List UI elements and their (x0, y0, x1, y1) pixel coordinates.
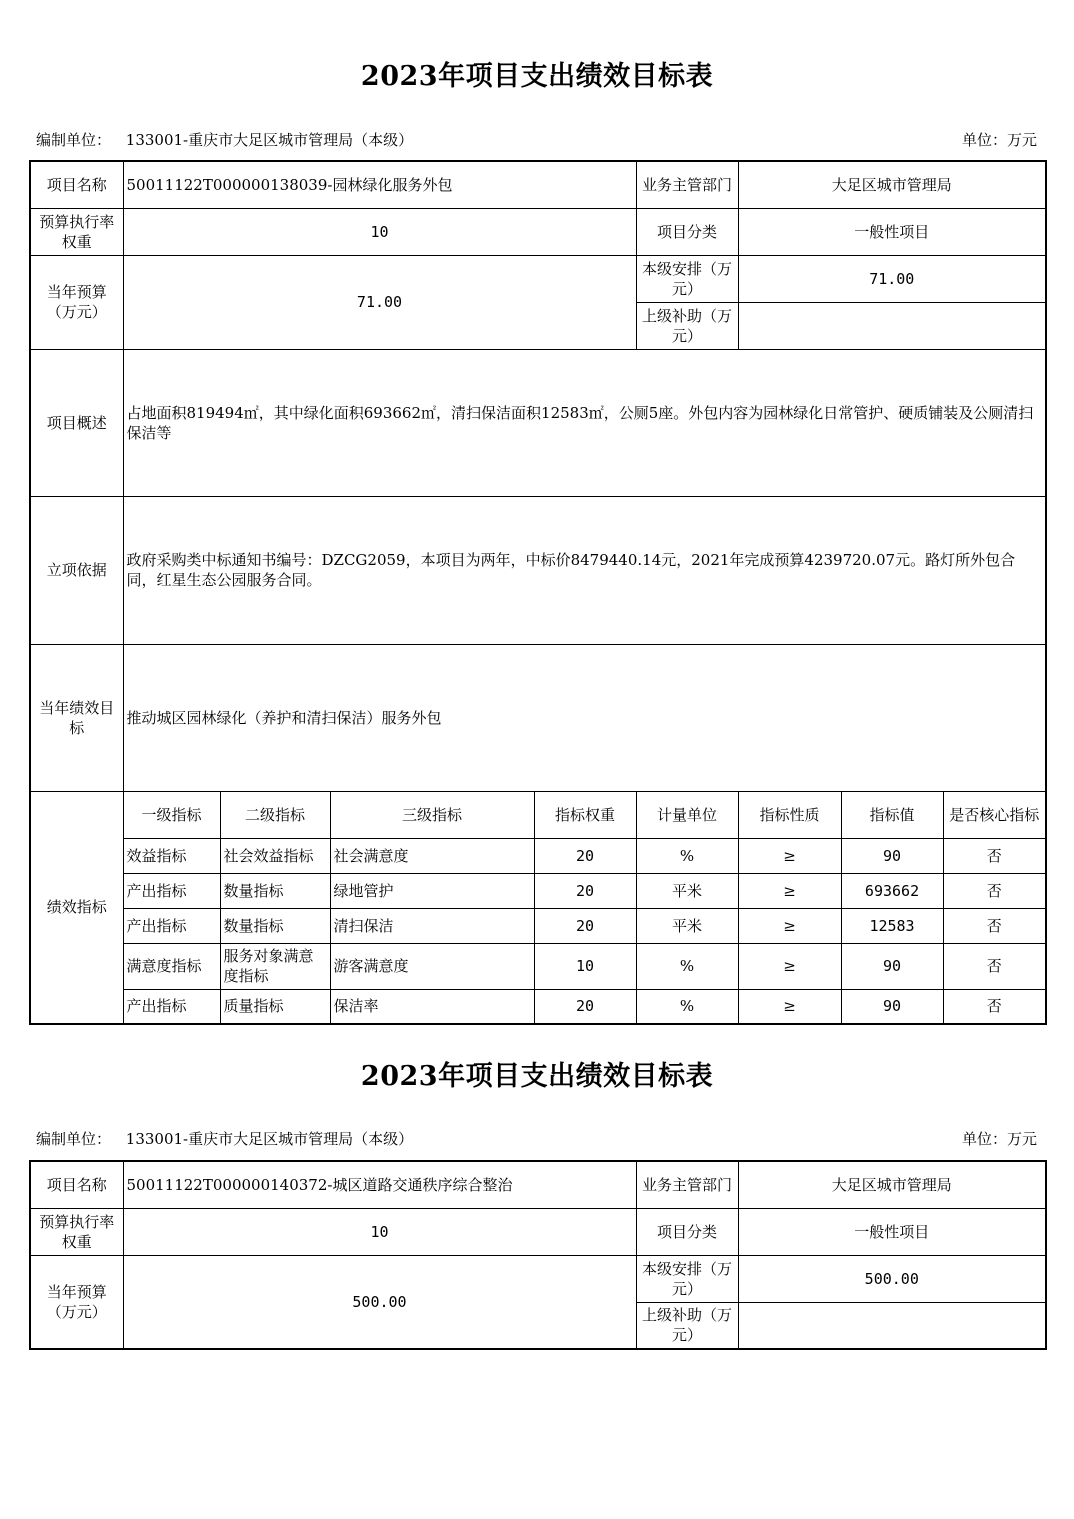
budget-value: 71.00 (123, 255, 636, 349)
basis-label: 立项依据 (30, 496, 123, 644)
local-value: 500.00 (738, 1255, 1046, 1302)
weight-label: 预算执行率权重 (30, 1208, 123, 1255)
weight-cell: 20 (534, 873, 636, 908)
indicator-header: 二级指标 (220, 791, 330, 838)
table-row (30, 989, 1046, 1024)
indicator-header: 指标值 (841, 791, 943, 838)
level3-cell: 保洁率 (330, 989, 534, 1024)
core-cell: 否 (943, 838, 1046, 873)
dept-label: 业务主管部门 (636, 1161, 738, 1208)
project-name-value: 50011122T000000140372-城区道路交通秩序综合整治 (123, 1161, 636, 1208)
overview-label: 项目概述 (30, 349, 123, 496)
dept-label: 业务主管部门 (636, 161, 738, 208)
indicator-header: 计量单位 (636, 791, 738, 838)
value-cell: 12583 (841, 908, 943, 943)
unit-cell: % (636, 838, 738, 873)
currency-unit: 单位：万元 (962, 1130, 1038, 1148)
upper-value (738, 1302, 1046, 1349)
unit-cell: 平米 (636, 908, 738, 943)
level1-cell: 产出指标 (123, 989, 220, 1024)
weight-cell: 20 (534, 838, 636, 873)
indicators-label: 绩效指标 (30, 791, 123, 1024)
category-label: 项目分类 (636, 1208, 738, 1255)
level3-cell: 游客满意度 (330, 943, 534, 989)
weight-cell: 10 (534, 943, 636, 989)
upper-value (738, 302, 1046, 349)
value-cell: 90 (841, 838, 943, 873)
local-value: 71.00 (738, 255, 1046, 302)
dept-value: 大足区城市管理局 (738, 1161, 1046, 1208)
basis-value: 政府采购类中标通知书编号：DZCG2059，本项目为两年，中标价8479440.14元，2021年完成预算4239720.07元。路灯所外包合同，红星生态公园服务合同。 (123, 496, 1046, 644)
category-value: 一般性项目 (738, 208, 1046, 255)
core-cell: 否 (943, 989, 1046, 1024)
currency-unit: 单位：万元 (962, 131, 1038, 149)
weight-value: 10 (123, 208, 636, 255)
core-cell: 否 (943, 908, 1046, 943)
page-title: 2023年项目支出绩效目标表 (360, 1061, 714, 1092)
weight-value: 10 (123, 1208, 636, 1255)
weight-cell: 20 (534, 908, 636, 943)
level2-cell: 服务对象满意度指标 (220, 943, 330, 989)
nature-cell: ≥ (738, 908, 841, 943)
unit-cell: 平米 (636, 873, 738, 908)
indicator-header: 指标性质 (738, 791, 841, 838)
value-cell: 693662 (841, 873, 943, 908)
upper-label: 上级补助（万元） (636, 1302, 738, 1349)
compiling-unit-label: 编制单位： (36, 1130, 112, 1148)
page-title: 2023年项目支出绩效目标表 (360, 61, 714, 92)
local-label: 本级安排（万元） (636, 1255, 738, 1302)
indicator-header: 一级指标 (123, 791, 220, 838)
compiling-unit-label: 编制单位： (36, 131, 112, 149)
goal-value: 推动城区园林绿化（养护和清扫保洁）服务外包 (123, 644, 1046, 791)
table-row (30, 908, 1046, 943)
level2-cell: 数量指标 (220, 908, 330, 943)
indicator-header: 三级指标 (330, 791, 534, 838)
level3-cell: 绿地管护 (330, 873, 534, 908)
core-cell: 否 (943, 943, 1046, 989)
unit-cell: % (636, 989, 738, 1024)
goal-label: 当年绩效目标 (30, 644, 123, 791)
level1-cell: 满意度指标 (123, 943, 220, 989)
compiling-unit (36, 1128, 413, 1149)
indicator-header: 是否核心指标 (943, 791, 1046, 838)
table-row (30, 838, 1046, 873)
nature-cell: ≥ (738, 943, 841, 989)
weight-cell: 20 (534, 989, 636, 1024)
indicator-header: 指标权重 (534, 791, 636, 838)
local-label: 本级安排（万元） (636, 255, 738, 302)
level1-cell: 产出指标 (123, 873, 220, 908)
budget-value: 500.00 (123, 1255, 636, 1349)
nature-cell: ≥ (738, 989, 841, 1024)
nature-cell: ≥ (738, 838, 841, 873)
performance-table (29, 1160, 1047, 1350)
overview-value: 占地面积819494㎡，其中绿化面积693662㎡，清扫保洁面积12583㎡，公厕5座。外包内容为园林绿化日常管护、硬质铺装及公厕清扫保洁等 (123, 349, 1046, 496)
category-value: 一般性项目 (738, 1208, 1046, 1255)
level1-cell: 效益指标 (123, 838, 220, 873)
budget-label: 当年预算（万元） (30, 255, 123, 349)
upper-label: 上级补助（万元） (636, 302, 738, 349)
weight-label: 预算执行率权重 (30, 208, 123, 255)
nature-cell: ≥ (738, 873, 841, 908)
dept-value: 大足区城市管理局 (738, 161, 1046, 208)
level2-cell: 社会效益指标 (220, 838, 330, 873)
table-row (30, 873, 1046, 908)
project-name-label: 项目名称 (30, 1161, 123, 1208)
value-cell: 90 (841, 989, 943, 1024)
core-cell: 否 (943, 873, 1046, 908)
compiling-unit (36, 129, 413, 150)
project-name-value: 50011122T000000138039-园林绿化服务外包 (123, 161, 636, 208)
budget-label: 当年预算（万元） (30, 1255, 123, 1349)
unit-cell: % (636, 943, 738, 989)
level1-cell: 产出指标 (123, 908, 220, 943)
compiling-unit-value: 133001-重庆市大足区城市管理局（本级） (125, 131, 414, 149)
level2-cell: 数量指标 (220, 873, 330, 908)
project-name-label: 项目名称 (30, 161, 123, 208)
level3-cell: 社会满意度 (330, 838, 534, 873)
level3-cell: 清扫保洁 (330, 908, 534, 943)
table-row (30, 943, 1046, 989)
value-cell: 90 (841, 943, 943, 989)
performance-table (29, 160, 1047, 1025)
level2-cell: 质量指标 (220, 989, 330, 1024)
compiling-unit-value: 133001-重庆市大足区城市管理局（本级） (125, 1130, 414, 1148)
category-label: 项目分类 (636, 208, 738, 255)
